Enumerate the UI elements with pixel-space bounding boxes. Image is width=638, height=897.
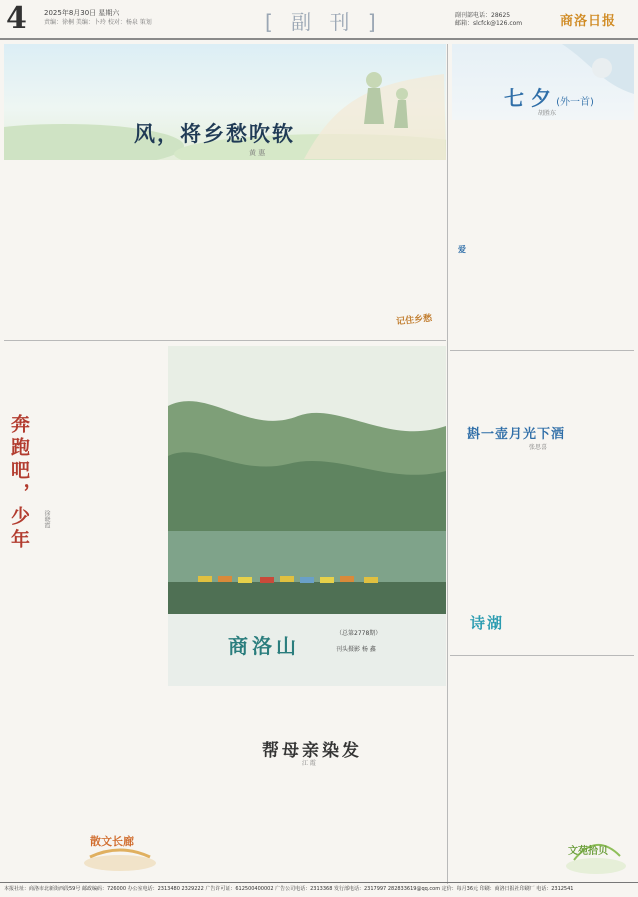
editor-phone: 副刊部电话：28625	[455, 12, 511, 19]
moon-poem	[510, 456, 618, 606]
qixi-title-text: 七 夕	[504, 86, 551, 110]
prose-column-text: 散文长廊	[90, 835, 134, 848]
mother-title: 帮母亲染发	[262, 741, 362, 761]
qixi-poem-2	[458, 256, 632, 346]
editor-credits: 责编：徐桐 美编：卜玲 校对：杨泉 策划	[44, 19, 152, 26]
essay-column-text: 文苑拾贝	[568, 846, 608, 857]
qixi-subtitle: (外一首)	[556, 97, 594, 108]
poetry-column-text: 诗湖	[470, 614, 505, 632]
section-title: [ 副 刊 ]	[265, 10, 382, 34]
qixi-author: 胡胜东	[538, 110, 557, 117]
issue-date: 2025年8月30日 星期六	[44, 9, 120, 17]
autumn-author: 黄 惠	[249, 149, 266, 157]
autumn-title: 风，将乡愁吹软	[134, 121, 295, 146]
youth-title	[6, 414, 46, 584]
editor-contact	[455, 12, 522, 28]
remember-hometown-text: 记住乡愁	[395, 313, 433, 328]
autumn-body-col3	[290, 164, 440, 332]
autumn-body-col1	[4, 164, 142, 332]
footer-rule	[0, 882, 638, 883]
moon-title: 斟一壶月光下酒	[467, 427, 566, 442]
section-divider-1	[4, 340, 446, 341]
footer-info: 本报社址：商洛市北新街西段59号 邮政编码：726000 办公室电话：2313480 2329222 广告许可证：612500400002 广告公司电话：2313368 发行部电话：2317997 282833619@qq.com 定价：每月36元 印刷：商洛日报社印刷厂 电话：2312541	[4, 886, 574, 892]
editor-email: 邮箱：slcfck@126.com	[455, 20, 523, 27]
youth-body-bottom-2	[168, 690, 446, 730]
poetry-column-tag	[470, 612, 544, 652]
mother-body-right-2	[452, 812, 552, 880]
poem-header-love: 爱	[458, 244, 466, 254]
shangluo-photo	[168, 346, 446, 686]
mother-body-right	[452, 660, 632, 810]
photo-issue: （总第2778期）	[336, 630, 382, 637]
mother-body-col1	[168, 766, 252, 880]
youth-author-text: 徐晓霞	[43, 510, 50, 528]
qixi-poem-1	[458, 126, 632, 242]
youth-body-top	[60, 344, 166, 584]
column-divider-right	[447, 44, 448, 884]
mother-body-col2	[256, 766, 348, 880]
section-divider-2	[450, 350, 634, 351]
essay-column-tag	[560, 826, 632, 876]
mother-author: 江 霞	[302, 760, 316, 767]
autumn-banner	[4, 44, 446, 160]
newspaper-brand: 商洛日报	[560, 14, 617, 29]
moon-author: 张思喜	[529, 444, 548, 451]
photo-credit: 刊头摄影 杨 鑫	[336, 646, 376, 653]
qixi-title	[504, 82, 594, 111]
youth-title-text: 奔跑吧，少年	[8, 414, 30, 552]
mother-body-col3	[352, 766, 444, 880]
youth-author	[42, 510, 51, 528]
section-divider-3	[450, 655, 634, 656]
photo-caption-box	[168, 614, 446, 686]
remember-hometown-tag	[396, 312, 442, 338]
qixi-banner	[452, 44, 634, 120]
photo-title: 商洛山	[228, 634, 300, 658]
autumn-body-col2	[146, 164, 286, 332]
youth-body-bottom	[4, 590, 166, 820]
prose-column-tag	[80, 815, 160, 875]
page-number: 4	[6, 1, 27, 36]
masthead-rule	[0, 38, 638, 40]
